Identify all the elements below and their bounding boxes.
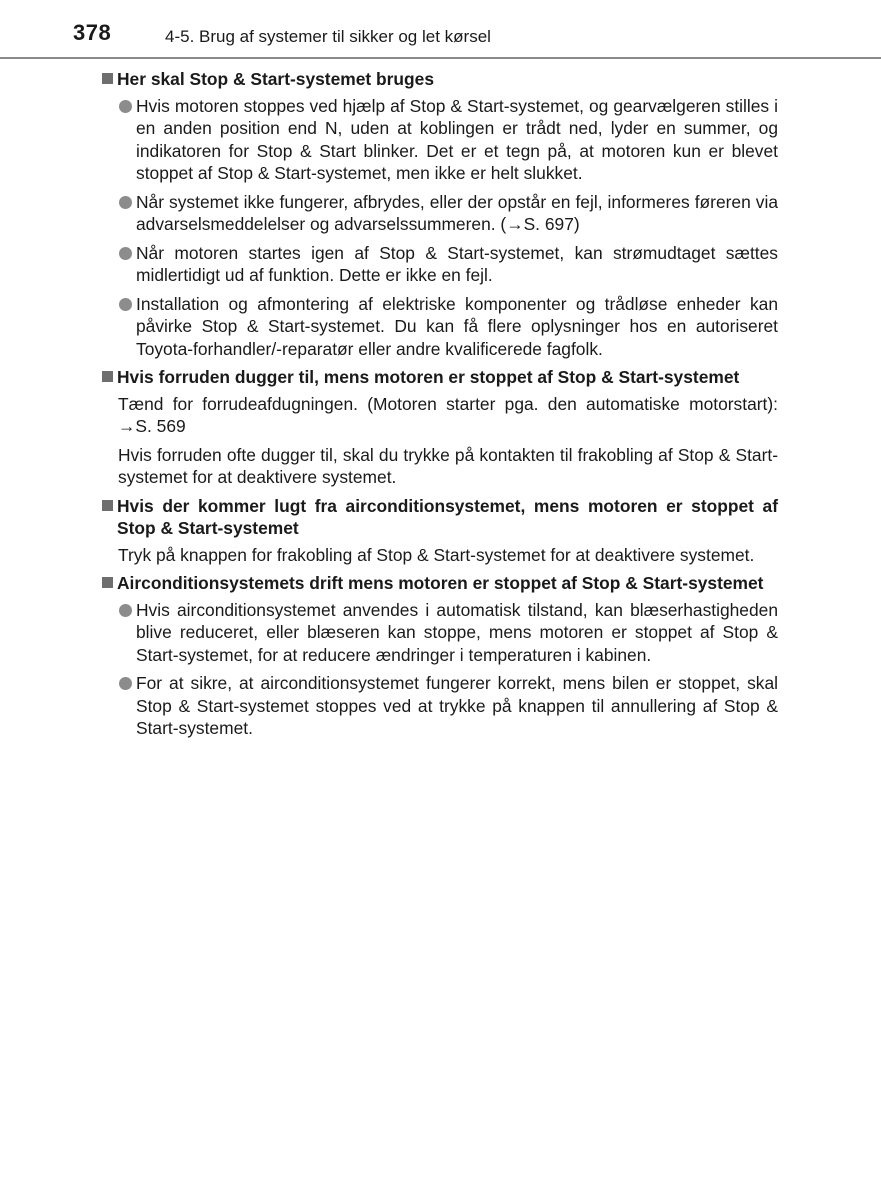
section-ac-odor	[102, 495, 778, 567]
square-bullet-icon	[102, 500, 113, 511]
list-item: Når motoren startes igen af Stop & Start-systemet, kan strømudtaget sættes midlertidigt ud af funktion. Dette er ikke en fejl.	[118, 242, 778, 287]
list-item: Når systemet ikke fungerer, afbrydes, eller der opstår en fejl, informeres føreren via advarselsmeddelelser og advarselssummeren. (→S. 697)	[118, 191, 778, 236]
page-content	[102, 68, 778, 746]
square-bullet-icon	[102, 577, 113, 588]
paragraph: Tænd for forrudeafdugningen. (Motoren starter pga. den automatiske motorstart): →S. 569	[118, 393, 778, 436]
section-ac-operation	[102, 572, 778, 740]
square-bullet-icon	[102, 371, 113, 382]
square-bullet-icon	[102, 73, 113, 84]
circle-bullet-icon	[119, 298, 132, 311]
circle-bullet-icon	[119, 677, 132, 690]
section-windshield-fog	[102, 366, 778, 489]
list-item: For at sikre, at airconditionsystemet fungerer korrekt, mens bilen er stoppet, skal Stop & Start-systemet stoppes ved at trykke på knappen til annullering af Stop & Start-systemet.	[118, 672, 778, 740]
section-title: Airconditionsystemets drift mens motoren er stoppet af Stop & Start-systemet	[102, 572, 778, 595]
chapter-title: 4-5. Brug af systemer til sikker og let kørsel	[165, 27, 491, 46]
page-number: 378	[73, 20, 112, 45]
paragraph: Hvis forruden ofte dugger til, skal du trykke på kontakten til frakobling af Stop & Start-systemet for at deaktivere systemet.	[118, 444, 778, 487]
list-item: Hvis motoren stoppes ved hjælp af Stop & Start-systemet, og gearvælgeren stilles i en anden position end N, uden at koblingen er trådt ned, lyder en summer, og indikatoren for Stop & Start blinker. Det er et tegn på, at motoren kun er blevet stoppet af Stop & Start-systemet, men ikke er helt slukket.	[118, 95, 778, 185]
section-title: Hvis forruden dugger til, mens motoren er stoppet af Stop & Start-systemet	[102, 366, 778, 389]
header-divider	[0, 57, 881, 59]
section-title: Hvis der kommer lugt fra airconditionsystemet, mens motoren er stoppet af Stop & Start-systemet	[102, 495, 778, 540]
circle-bullet-icon	[119, 604, 132, 617]
list-item: Hvis airconditionsystemet anvendes i automatisk tilstand, kan blæserhastigheden blive reduceret, eller blæseren kan stoppe, mens motoren er stoppet af Stop & Start-systemet, for at reducere ændringer i temperaturen i kabinen.	[118, 599, 778, 667]
circle-bullet-icon	[119, 196, 132, 209]
circle-bullet-icon	[119, 247, 132, 260]
paragraph: Tryk på knappen for frakobling af Stop & Start-systemet for at deaktivere systemet.	[118, 544, 755, 565]
section-title: Her skal Stop & Start-systemet bruges	[102, 68, 778, 91]
page-header	[0, 0, 881, 60]
circle-bullet-icon	[119, 100, 132, 113]
list-item: Installation og afmontering af elektriske komponenter og trådløse enheder kan påvirke Stop & Start-systemet. Du kan få flere oplysninger hos en autoriseret Toyota-forhandler/-reparatør eller andre kvalificerede fagfolk.	[118, 293, 778, 361]
section-when-to-use	[102, 68, 778, 360]
